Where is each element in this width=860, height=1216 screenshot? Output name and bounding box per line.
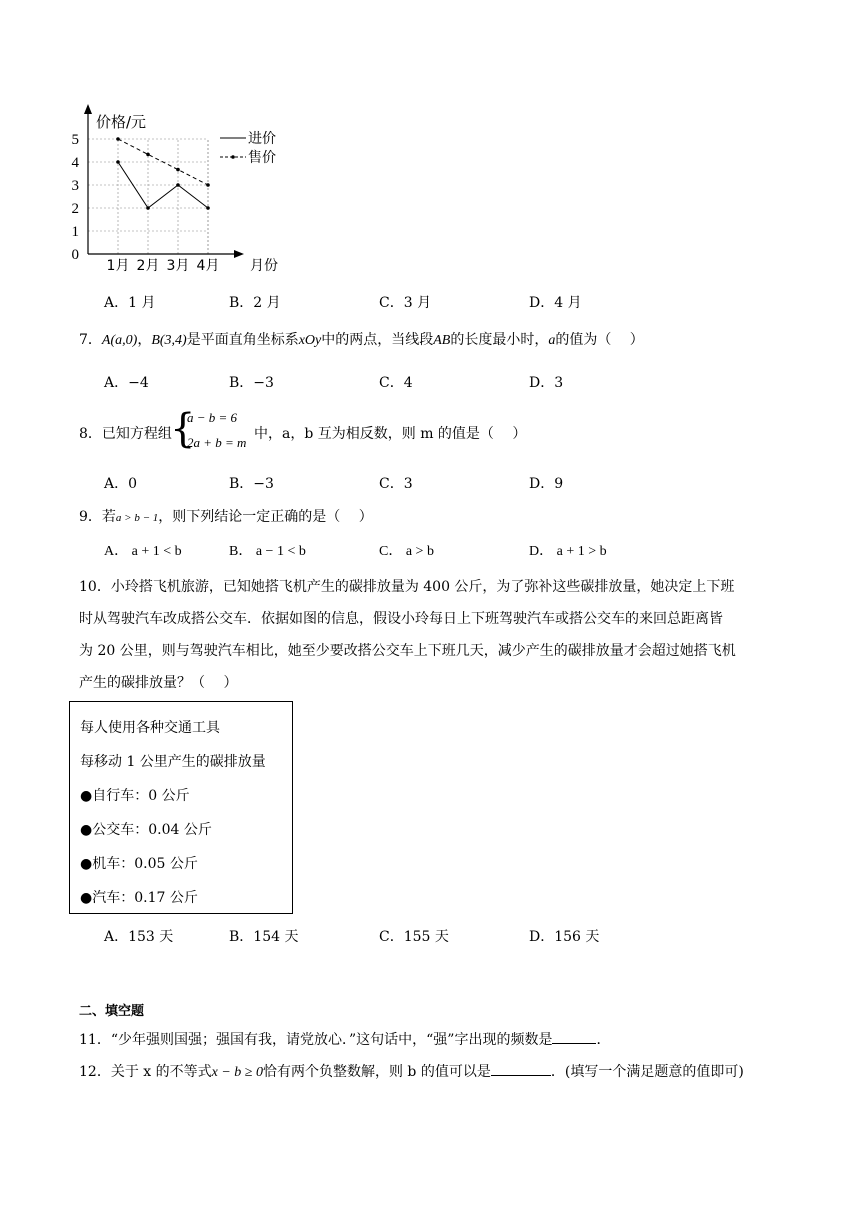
info-box-motorcycle: ●机车：0.05 公斤 [80,856,198,872]
data-point [176,168,180,172]
q7-stem [79,323,644,358]
q12-answer-blank[interactable] [491,1061,551,1076]
q6-option-a[interactable]: A．1 月 [104,295,156,311]
q8-option-a[interactable]: A．0 [104,476,138,492]
q10-option-c[interactable]: C．155 天 [379,929,449,945]
q10-option-b[interactable]: B．154 天 [229,929,299,945]
series-line-1 [118,139,208,185]
q12-note: ．(填写一个满足题意的值即可) [550,1064,744,1080]
q7-point-b: B [151,333,160,348]
q8-option-c[interactable]: C．3 [379,476,413,492]
y-tick-label: 0 [71,247,79,263]
data-point [206,183,210,187]
data-point [176,183,180,187]
q8-option-d[interactable]: D．9 [529,476,564,492]
q9-condition: a > b − 1 [115,512,159,524]
q7-option-a[interactable]: A．−4 [104,375,149,391]
y-tick-label: 4 [71,155,79,171]
q7-option-c[interactable]: C．4 [379,375,413,391]
q6-option-d[interactable]: D．4 月 [529,295,582,311]
q8-equation-1: a − b = 6 [187,410,238,425]
price-line-chart [70,100,290,280]
q10-line-4: 产生的碳排放量？（ ） [79,675,238,691]
q9-option-b[interactable]: B． a − 1 < b [229,544,306,559]
q11-period: ． [596,1032,611,1048]
q7-text: 的长度最小时， [450,332,549,348]
data-point [116,137,120,141]
q10-line-3: 为 20 公里，则与驾驶汽车相比，她至少要改搭公交车上下班几天，减少产生的碳排放量才会超过她搭飞机 [79,643,736,659]
data-point [146,153,150,157]
info-box-car: ●汽车：0.17 公斤 [80,890,198,906]
q7-comma: ， [137,332,152,348]
q7-number: 7． [79,332,102,348]
q7-point-a: A [101,333,111,348]
q12-text: 恰有两个负整数解，则 b 的值可以是 [262,1064,491,1080]
q7-text: 中的两点，当线段 [321,332,434,348]
q7-option-d[interactable]: D．3 [529,375,564,391]
legend-label: 进价 [248,131,276,147]
info-box-bicycle: ●自行车：0 公斤 [80,788,190,804]
series-line-0 [118,162,208,208]
q6-option-b[interactable]: B．2 月 [229,295,281,311]
q11-stem [79,1029,610,1049]
q12-text: 12．关于 x 的不等式 [79,1064,212,1080]
y-axis-label: 价格/元 [96,113,147,131]
q9-stem-pre: 9．若 [79,509,116,525]
data-point [146,206,150,210]
y-tick-label: 2 [71,201,79,217]
q10-line-2: 时从驾驶汽车改成搭公交车．依据如图的信息，假设小玲每日上下班驾驶汽车或搭公交车的来回总距离皆 [79,611,723,627]
x-tick-label: 4月 [196,258,220,274]
data-point [116,160,120,164]
legend-marker [231,155,235,159]
q7-option-b[interactable]: B．−3 [229,375,274,391]
q9-stem [79,506,373,526]
q9-option-a[interactable]: A． a + 1 < b [104,544,182,559]
emission-info-box [69,701,293,914]
info-box-title: 每人使用各种交通工具 [80,720,220,736]
q10-option-d[interactable]: D．156 天 [529,929,600,945]
info-box-subtitle: 每移动 1 公里产生的碳排放量 [80,754,266,770]
q10-option-a[interactable]: A．153 天 [104,929,174,945]
q9-stem-post: ，则下列结论一定正确的是（ ） [158,509,373,525]
y-tick-label: 5 [71,132,79,148]
y-axis-arrow [84,104,92,114]
q9-option-c[interactable]: C． a > b [379,544,434,559]
x-tick-label: 1月 [106,258,130,274]
data-point [206,206,210,210]
q12-stem [79,1061,744,1081]
q7-text: 是平面直角坐标系 [186,332,299,348]
q7-text: 的值为（ ） [555,332,644,348]
q8-option-b[interactable]: B．−3 [229,476,274,492]
section-title: 二、填空题 [79,1004,145,1019]
q7-a: a [548,333,556,348]
q8-brace: { [170,406,196,452]
q9-option-d[interactable]: D． a + 1 > b [529,544,607,559]
q6-option-c[interactable]: C．3 月 [379,295,432,311]
q7-point-a-coord: (a,0) [110,333,138,348]
info-box-bus: ●公交车：0.04 公斤 [80,822,212,838]
y-tick-label: 3 [71,178,79,194]
q12-inequality: x − b ≥ 0 [211,1065,263,1080]
q11-answer-blank[interactable] [552,1029,596,1044]
q11-text: 11．“少年强则国强；强国有我，请党放心．”这句话中，“强”字出现的频数是 [79,1032,553,1048]
x-tick-label: 3月 [166,258,190,274]
q7-xoy: xOy [298,333,322,348]
legend-label: 售价 [248,150,276,166]
x-axis-arrow [234,250,244,258]
q10-line-1: 10．小玲搭飞机旅游，已知她搭飞机产生的碳排放量为 400 公斤，为了弥补这些碳排放量，她决定上下班 [79,579,735,595]
x-tick-label: 2月 [136,258,160,274]
q7-point-b-coord: (3,4) [159,333,187,348]
q8-num: 8．已知方程组 [79,426,172,442]
y-tick-label: 1 [71,224,79,240]
q8-equation-2: 2a + b = m [187,435,247,450]
q8-text: 中，a，b 互为相反数，则 m 的值是（ ） [254,426,527,442]
q7-ab: AB [433,333,451,348]
x-axis-label: 月份 [250,258,278,274]
